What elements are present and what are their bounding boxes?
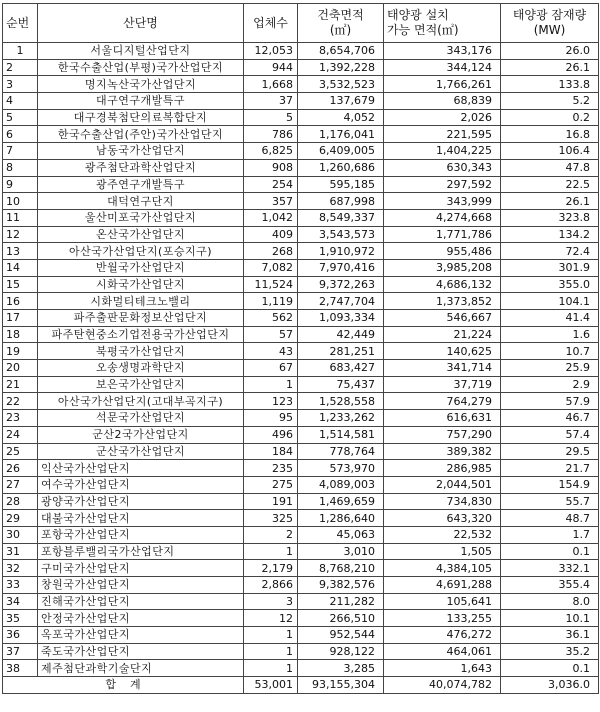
table-row xyxy=(3,526,599,543)
solar-potential: 1.7 xyxy=(501,526,599,543)
table-row xyxy=(3,143,599,160)
table-row xyxy=(3,209,599,226)
table-row xyxy=(3,610,599,627)
complex-name: 제주첨단과학기술단지 xyxy=(38,660,244,677)
building-area: 137,679 xyxy=(298,93,384,110)
solar-potential: 55.7 xyxy=(501,493,599,510)
building-area: 4,052 xyxy=(298,109,384,126)
building-area: 3,543,573 xyxy=(298,226,384,243)
row-no: 37 xyxy=(3,643,38,660)
header-name: 산단명 xyxy=(38,4,244,43)
company-count: 786 xyxy=(244,126,298,143)
row-no: 38 xyxy=(3,660,38,677)
company-count: 235 xyxy=(244,460,298,477)
complex-name: 한국수출산업(부평)국가산업단지 xyxy=(38,59,244,76)
header-potential-line1: 태양광 잠재량 xyxy=(512,8,587,22)
row-no: 8 xyxy=(3,159,38,176)
row-no: 35 xyxy=(3,610,38,627)
complex-name: 서울디지털산업단지 xyxy=(38,43,244,60)
solar-potential: 5.2 xyxy=(501,93,599,110)
company-count: 1 xyxy=(244,543,298,560)
complex-name: 광주첨단과학산업단지 xyxy=(38,159,244,176)
row-no: 22 xyxy=(3,393,38,410)
table-row xyxy=(3,426,599,443)
complex-name: 시화멀티테크노밸리 xyxy=(38,293,244,310)
solar-potential: 10.7 xyxy=(501,343,599,360)
complex-name: 대구연구개발특구 xyxy=(38,93,244,110)
complex-name: 북평국가산업단지 xyxy=(38,343,244,360)
industrial-complex-solar-table xyxy=(2,3,599,694)
complex-name: 창원국가산업단지 xyxy=(38,577,244,594)
row-no: 21 xyxy=(3,376,38,393)
solar-potential: 47.8 xyxy=(501,159,599,176)
solar-potential: 355.4 xyxy=(501,577,599,594)
total-potential: 3,036.0 xyxy=(501,677,599,694)
installable-area: 464,061 xyxy=(384,643,501,660)
solar-potential: 134.2 xyxy=(501,226,599,243)
row-no: 1 xyxy=(3,43,38,60)
company-count: 2,866 xyxy=(244,577,298,594)
complex-name: 오송생명과학단지 xyxy=(38,360,244,377)
header-potential-line2: (MW) xyxy=(533,23,566,37)
row-no: 4 xyxy=(3,93,38,110)
table-row xyxy=(3,59,599,76)
solar-potential: 133.8 xyxy=(501,76,599,93)
building-area: 1,286,640 xyxy=(298,510,384,527)
solar-potential: 48.7 xyxy=(501,510,599,527)
header-installable-area-line1: 태양광 설치 xyxy=(387,8,449,22)
company-count: 357 xyxy=(244,193,298,210)
table-row xyxy=(3,577,599,594)
building-area: 1,910,972 xyxy=(298,243,384,260)
installable-area: 21,224 xyxy=(384,326,501,343)
table-row xyxy=(3,593,599,610)
total-building-area: 93,155,304 xyxy=(298,677,384,694)
company-count: 1,119 xyxy=(244,293,298,310)
row-no: 20 xyxy=(3,360,38,377)
installable-area: 2,026 xyxy=(384,109,501,126)
building-area: 1,392,228 xyxy=(298,59,384,76)
complex-name: 광주연구개발특구 xyxy=(38,176,244,193)
building-area: 8,549,337 xyxy=(298,209,384,226)
installable-area: 734,830 xyxy=(384,493,501,510)
company-count: 57 xyxy=(244,326,298,343)
company-count: 3 xyxy=(244,593,298,610)
row-no: 10 xyxy=(3,193,38,210)
complex-name: 한국수출산업(주안)국가산업단지 xyxy=(38,126,244,143)
installable-area: 286,985 xyxy=(384,460,501,477)
solar-potential: 323.8 xyxy=(501,209,599,226)
total-companies: 53,001 xyxy=(244,677,298,694)
installable-area: 643,320 xyxy=(384,510,501,527)
company-count: 325 xyxy=(244,510,298,527)
table-row xyxy=(3,343,599,360)
installable-area: 389,382 xyxy=(384,443,501,460)
building-area: 595,185 xyxy=(298,176,384,193)
row-no: 31 xyxy=(3,543,38,560)
table-row xyxy=(3,493,599,510)
table-row xyxy=(3,560,599,577)
building-area: 687,998 xyxy=(298,193,384,210)
solar-potential: 0.2 xyxy=(501,109,599,126)
installable-area: 140,625 xyxy=(384,343,501,360)
complex-name: 대불국가산업단지 xyxy=(38,510,244,527)
building-area: 1,260,686 xyxy=(298,159,384,176)
building-area: 45,063 xyxy=(298,526,384,543)
row-no: 32 xyxy=(3,560,38,577)
installable-area: 1,404,225 xyxy=(384,143,501,160)
installable-area: 546,667 xyxy=(384,310,501,327)
complex-name: 온산국가산업단지 xyxy=(38,226,244,243)
table-row xyxy=(3,476,599,493)
complex-name: 파주탄현중소기업전용국가산업단지 xyxy=(38,326,244,343)
row-no: 26 xyxy=(3,460,38,477)
company-count: 1,042 xyxy=(244,209,298,226)
table-row xyxy=(3,76,599,93)
row-no: 17 xyxy=(3,310,38,327)
complex-name: 여수국가산업단지 xyxy=(38,476,244,493)
installable-area: 757,290 xyxy=(384,426,501,443)
solar-potential: 301.9 xyxy=(501,259,599,276)
company-count: 908 xyxy=(244,159,298,176)
complex-name: 석문국가산업단지 xyxy=(38,410,244,427)
solar-potential: 0.1 xyxy=(501,543,599,560)
installable-area: 37,719 xyxy=(384,376,501,393)
installable-area: 616,631 xyxy=(384,410,501,427)
company-count: 409 xyxy=(244,226,298,243)
table-row xyxy=(3,93,599,110)
table-row xyxy=(3,226,599,243)
building-area: 7,970,416 xyxy=(298,259,384,276)
row-no: 6 xyxy=(3,126,38,143)
solar-potential: 25.9 xyxy=(501,360,599,377)
building-area: 9,382,576 xyxy=(298,577,384,594)
installable-area: 764,279 xyxy=(384,393,501,410)
solar-potential: 8.0 xyxy=(501,593,599,610)
row-no: 14 xyxy=(3,259,38,276)
table-row xyxy=(3,627,599,644)
complex-name: 울산미포국가산업단지 xyxy=(38,209,244,226)
solar-potential: 26.0 xyxy=(501,43,599,60)
solar-potential: 22.5 xyxy=(501,176,599,193)
row-no: 7 xyxy=(3,143,38,160)
building-area: 928,122 xyxy=(298,643,384,660)
table-row xyxy=(3,643,599,660)
complex-name: 대구경북첨단의료복합단지 xyxy=(38,109,244,126)
row-no: 11 xyxy=(3,209,38,226)
installable-area: 1,766,261 xyxy=(384,76,501,93)
company-count: 7,082 xyxy=(244,259,298,276)
installable-area: 105,641 xyxy=(384,593,501,610)
table-row xyxy=(3,310,599,327)
row-no: 15 xyxy=(3,276,38,293)
installable-area: 297,592 xyxy=(384,176,501,193)
row-no: 27 xyxy=(3,476,38,493)
header-building-area xyxy=(298,4,384,43)
total-label: 합 계 xyxy=(3,677,244,694)
building-area: 2,747,704 xyxy=(298,293,384,310)
solar-potential: 154.9 xyxy=(501,476,599,493)
table-row xyxy=(3,293,599,310)
building-area: 1,093,334 xyxy=(298,310,384,327)
installable-area: 4,691,288 xyxy=(384,577,501,594)
building-area: 281,251 xyxy=(298,343,384,360)
table-row xyxy=(3,443,599,460)
company-count: 95 xyxy=(244,410,298,427)
table-row xyxy=(3,193,599,210)
building-area: 211,282 xyxy=(298,593,384,610)
installable-area: 68,839 xyxy=(384,93,501,110)
installable-area: 344,124 xyxy=(384,59,501,76)
company-count: 1 xyxy=(244,643,298,660)
company-count: 184 xyxy=(244,443,298,460)
building-area: 3,010 xyxy=(298,543,384,560)
building-area: 1,528,558 xyxy=(298,393,384,410)
solar-potential: 106.4 xyxy=(501,143,599,160)
company-count: 6,825 xyxy=(244,143,298,160)
complex-name: 대덕연구단지 xyxy=(38,193,244,210)
complex-name: 구미국가산업단지 xyxy=(38,560,244,577)
complex-name: 군산국가산업단지 xyxy=(38,443,244,460)
company-count: 12,053 xyxy=(244,43,298,60)
building-area: 42,449 xyxy=(298,326,384,343)
table-row xyxy=(3,159,599,176)
solar-potential: 72.4 xyxy=(501,243,599,260)
solar-potential: 57.9 xyxy=(501,393,599,410)
complex-name: 군산2국가산업단지 xyxy=(38,426,244,443)
table-row xyxy=(3,360,599,377)
solar-potential: 29.5 xyxy=(501,443,599,460)
company-count: 43 xyxy=(244,343,298,360)
company-count: 11,524 xyxy=(244,276,298,293)
row-no: 18 xyxy=(3,326,38,343)
building-area: 1,469,659 xyxy=(298,493,384,510)
company-count: 1 xyxy=(244,376,298,393)
solar-potential: 57.4 xyxy=(501,426,599,443)
solar-potential: 26.1 xyxy=(501,193,599,210)
table-row xyxy=(3,43,599,60)
complex-name: 남동국가산업단지 xyxy=(38,143,244,160)
row-no: 3 xyxy=(3,76,38,93)
company-count: 562 xyxy=(244,310,298,327)
table-row xyxy=(3,243,599,260)
row-no: 12 xyxy=(3,226,38,243)
company-count: 191 xyxy=(244,493,298,510)
complex-name: 반월국가산업단지 xyxy=(38,259,244,276)
building-area: 573,970 xyxy=(298,460,384,477)
building-area: 1,514,581 xyxy=(298,426,384,443)
installable-area: 3,985,208 xyxy=(384,259,501,276)
building-area: 3,285 xyxy=(298,660,384,677)
complex-name: 보은국가산업단지 xyxy=(38,376,244,393)
table-row xyxy=(3,660,599,677)
installable-area: 476,272 xyxy=(384,627,501,644)
table-row xyxy=(3,259,599,276)
complex-name: 진해국가산업단지 xyxy=(38,593,244,610)
building-area: 6,409,005 xyxy=(298,143,384,160)
row-no: 5 xyxy=(3,109,38,126)
company-count: 1 xyxy=(244,627,298,644)
company-count: 37 xyxy=(244,93,298,110)
complex-name: 아산국가산업단지(포승지구) xyxy=(38,243,244,260)
company-count: 944 xyxy=(244,59,298,76)
row-no: 30 xyxy=(3,526,38,543)
row-no: 36 xyxy=(3,627,38,644)
header-companies: 업체수 xyxy=(244,4,298,43)
header-installable-area xyxy=(384,4,501,43)
building-area: 8,654,706 xyxy=(298,43,384,60)
row-no: 19 xyxy=(3,343,38,360)
building-area: 8,768,210 xyxy=(298,560,384,577)
company-count: 1 xyxy=(244,660,298,677)
total-installable-area: 40,074,782 xyxy=(384,677,501,694)
table-row xyxy=(3,126,599,143)
table-row xyxy=(3,393,599,410)
installable-area: 2,044,501 xyxy=(384,476,501,493)
installable-area: 955,486 xyxy=(384,243,501,260)
header-building-area-line1: 건축면적 xyxy=(317,8,364,22)
header-no: 순번 xyxy=(3,4,38,43)
solar-potential: 41.4 xyxy=(501,310,599,327)
building-area: 778,764 xyxy=(298,443,384,460)
solar-potential: 10.1 xyxy=(501,610,599,627)
company-count: 275 xyxy=(244,476,298,493)
solar-potential: 355.0 xyxy=(501,276,599,293)
table-row xyxy=(3,176,599,193)
building-area: 1,176,041 xyxy=(298,126,384,143)
row-no: 16 xyxy=(3,293,38,310)
installable-area: 1,771,786 xyxy=(384,226,501,243)
table-row xyxy=(3,376,599,393)
solar-potential: 1.6 xyxy=(501,326,599,343)
complex-name: 포항국가산업단지 xyxy=(38,526,244,543)
complex-name: 죽도국가산업단지 xyxy=(38,643,244,660)
row-no: 33 xyxy=(3,577,38,594)
table-row xyxy=(3,410,599,427)
installable-area: 630,343 xyxy=(384,159,501,176)
row-no: 25 xyxy=(3,443,38,460)
row-no: 9 xyxy=(3,176,38,193)
installable-area: 1,373,852 xyxy=(384,293,501,310)
table-row xyxy=(3,326,599,343)
solar-potential: 2.9 xyxy=(501,376,599,393)
installable-area: 4,274,668 xyxy=(384,209,501,226)
row-no: 2 xyxy=(3,59,38,76)
building-area: 266,510 xyxy=(298,610,384,627)
building-area: 952,544 xyxy=(298,627,384,644)
solar-potential: 16.8 xyxy=(501,126,599,143)
company-count: 2 xyxy=(244,526,298,543)
company-count: 123 xyxy=(244,393,298,410)
row-no: 24 xyxy=(3,426,38,443)
company-count: 12 xyxy=(244,610,298,627)
installable-area: 343,999 xyxy=(384,193,501,210)
building-area: 9,372,263 xyxy=(298,276,384,293)
company-count: 67 xyxy=(244,360,298,377)
solar-potential: 26.1 xyxy=(501,59,599,76)
complex-name: 명지녹산국가산업단지 xyxy=(38,76,244,93)
solar-potential: 36.1 xyxy=(501,627,599,644)
table-body xyxy=(3,43,599,677)
company-count: 268 xyxy=(244,243,298,260)
company-count: 496 xyxy=(244,426,298,443)
solar-potential: 0.1 xyxy=(501,660,599,677)
header-building-area-line2: (㎡) xyxy=(329,23,352,37)
solar-potential: 104.1 xyxy=(501,293,599,310)
installable-area: 341,714 xyxy=(384,360,501,377)
installable-area: 22,532 xyxy=(384,526,501,543)
total-row xyxy=(3,677,599,694)
row-no: 34 xyxy=(3,593,38,610)
complex-name: 파주출판문화정보산업단지 xyxy=(38,310,244,327)
building-area: 4,089,003 xyxy=(298,476,384,493)
building-area: 75,437 xyxy=(298,376,384,393)
installable-area: 4,686,132 xyxy=(384,276,501,293)
table-row xyxy=(3,543,599,560)
row-no: 13 xyxy=(3,243,38,260)
solar-potential: 35.2 xyxy=(501,643,599,660)
complex-name: 광양국가산업단지 xyxy=(38,493,244,510)
solar-potential: 21.7 xyxy=(501,460,599,477)
header-potential xyxy=(501,4,599,43)
table-row xyxy=(3,510,599,527)
row-no: 28 xyxy=(3,493,38,510)
complex-name: 익산국가산업단지 xyxy=(38,460,244,477)
table-row xyxy=(3,109,599,126)
complex-name: 옥포국가산업단지 xyxy=(38,627,244,644)
row-no: 23 xyxy=(3,410,38,427)
building-area: 3,532,523 xyxy=(298,76,384,93)
company-count: 1,668 xyxy=(244,76,298,93)
company-count: 254 xyxy=(244,176,298,193)
installable-area: 1,505 xyxy=(384,543,501,560)
complex-name: 아산국가산업단지(고대부곡지구) xyxy=(38,393,244,410)
installable-area: 343,176 xyxy=(384,43,501,60)
installable-area: 133,255 xyxy=(384,610,501,627)
complex-name: 안정국가산업단지 xyxy=(38,610,244,627)
installable-area: 4,384,105 xyxy=(384,560,501,577)
company-count: 2,179 xyxy=(244,560,298,577)
row-no: 29 xyxy=(3,510,38,527)
table-row xyxy=(3,276,599,293)
building-area: 683,427 xyxy=(298,360,384,377)
building-area: 1,233,262 xyxy=(298,410,384,427)
installable-area: 1,643 xyxy=(384,660,501,677)
company-count: 5 xyxy=(244,109,298,126)
complex-name: 포항블루밸리국가산업단지 xyxy=(38,543,244,560)
complex-name: 시화국가산업단지 xyxy=(38,276,244,293)
solar-potential: 46.7 xyxy=(501,410,599,427)
solar-potential: 332.1 xyxy=(501,560,599,577)
table-row xyxy=(3,460,599,477)
header-installable-area-line2: 가능 면적(㎡) xyxy=(387,23,459,37)
installable-area: 221,595 xyxy=(384,126,501,143)
header-row xyxy=(3,4,599,43)
